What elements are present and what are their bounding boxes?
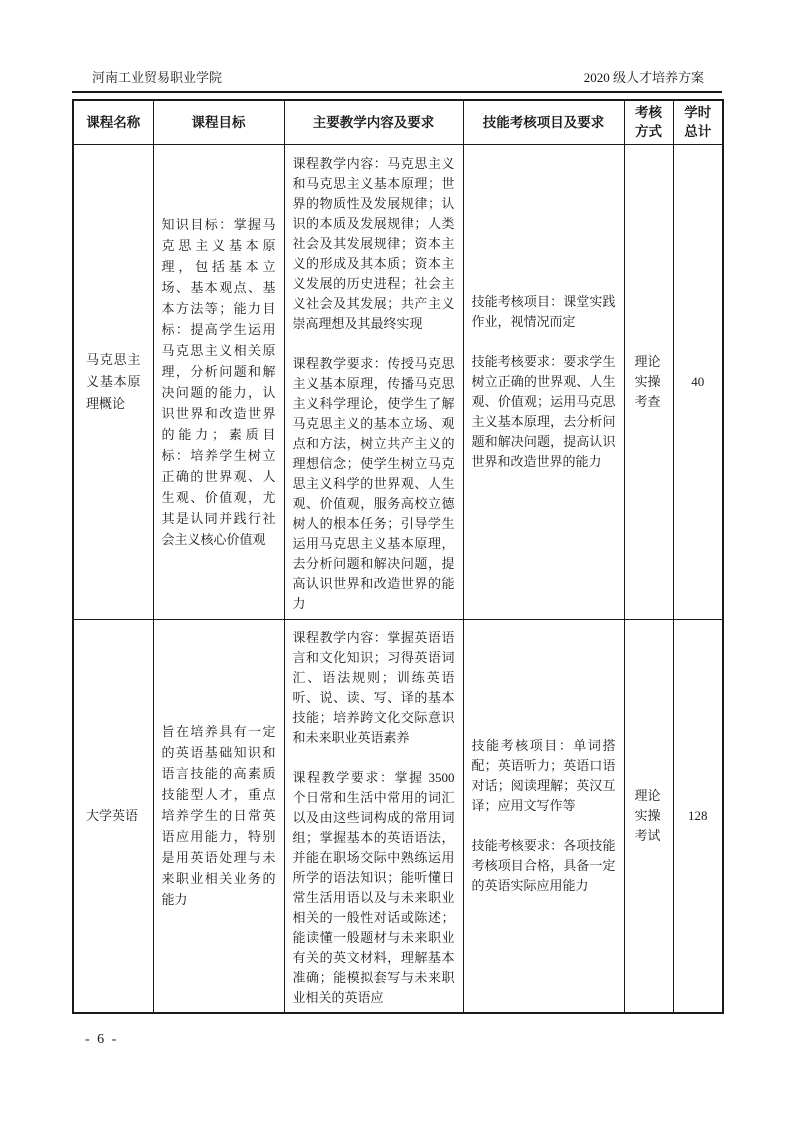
teaching-content-cell [284, 144, 463, 619]
column-header-skill-assessment: 技能考核项目及要求 [463, 100, 624, 144]
skill-items-paragraph: 技能考核项目：课堂实践作业，视情况而定 [471, 293, 616, 329]
teaching-content-paragraph: 课程教学内容：马克思主义和马克思主义基本原理；世界的物质性及发展规律；认识的本质及发展规律；人类社会及其发展规律；资本主义的形成及其本质；资本主义发展的历史进程；社会主义社会及其发展；共产主义崇高理想及其最终实现 [292, 155, 455, 331]
skill-items-paragraph: 技能考核项目：单词搭配；英语听力；英语口语对话；阅读理解；英汉互译；应用文写作等 [471, 737, 616, 813]
skill-requirements-paragraph: 技能考核要求：各项技能考核项目合格，具备一定的英语实际应用能力 [471, 837, 616, 893]
table-row-marxism [73, 144, 723, 619]
course-table [72, 99, 724, 1014]
running-header [72, 70, 722, 93]
skill-assessment-cell [463, 144, 624, 619]
skill-requirements-paragraph: 技能考核要求：要求学生树立正确的世界观、人生观、价值观；运用马克思主义基本原理，去分析问题和解决问题，提高认识世界和改造世界的能力 [471, 353, 616, 469]
column-header-total-hours: 学时总计 [673, 100, 723, 144]
course-name-cell: 大学英语 [73, 619, 153, 1013]
column-header-teaching-content: 主要教学内容及要求 [284, 100, 463, 144]
table-row-college-english [73, 619, 723, 1013]
total-hours-cell: 128 [673, 619, 723, 1013]
page-number: - 6 - [85, 1032, 119, 1047]
teaching-requirements-paragraph: 课程教学要求：传授马克思主义基本原理，传播马克思主义科学理论，使学生了解马克思主义的基本立场、观点和方法，树立共产主义的理想信念；使学生树立马克思主义科学的世界观、人生观、价值观，服务高校立德树人的根本任务；引导学生运用马克思主义基本原理，去分析问题和解决问题，提高认识世界和改造世界的能力 [292, 355, 455, 611]
course-objectives-cell: 知识目标：掌握马克思主义基本原理，包括基本立场、基本观点、基本方法等；能力目标：提高学生运用马克思主义相关原理，分析问题和解决问题的能力，认识世界和改造世界的能力；素质目标：培养学生树立正确的世界观、人生观、价值观，尤其是认同并践行社会主义核心价值观 [153, 144, 284, 619]
course-objectives-cell: 旨在培养具有一定的英语基础知识和语言技能的高素质技能型人才，重点培养学生的日常英语应用能力，特别是用英语处理与未来职业相关业务的能力 [153, 619, 284, 1013]
teaching-content-cell [284, 619, 463, 1013]
assessment-method-cell: 理论实操考查 [624, 144, 673, 619]
teaching-content-paragraph: 课程教学内容：掌握英语语言和文化知识；习得英语词汇、语法规则；训练英语听、说、读、写、译的基本技能；培养跨文化交际意识和未来职业英语素养 [292, 629, 455, 745]
institution-name: 河南工业贸易职业学院 [92, 70, 223, 85]
column-header-course-name: 课程名称 [73, 100, 153, 144]
assessment-method-cell: 理论实操考试 [624, 619, 673, 1013]
total-hours-cell: 40 [673, 144, 723, 619]
teaching-requirements-paragraph: 课程教学要求：掌握 3500 个日常和生活中常用的词汇以及由这些词构成的常用词组；掌握基本的英语语法，并能在职场交际中熟练运用所学的语法知识；能听懂日常生活用语以及与未来职业相关的一般性对话或陈述；能读懂一般题材与未来职业有关的英文材料，理解基本准确；能模拟套写与未来职业相关的英语应 [292, 769, 455, 1005]
column-header-objectives: 课程目标 [153, 100, 284, 144]
column-header-assess-method: 考核方式 [624, 100, 673, 144]
course-name-cell: 马克思主义基本原理概论 [73, 144, 153, 619]
skill-assessment-cell [463, 619, 624, 1013]
plan-title: 2020 级人才培养方案 [583, 70, 704, 85]
table-header-row [73, 100, 723, 144]
